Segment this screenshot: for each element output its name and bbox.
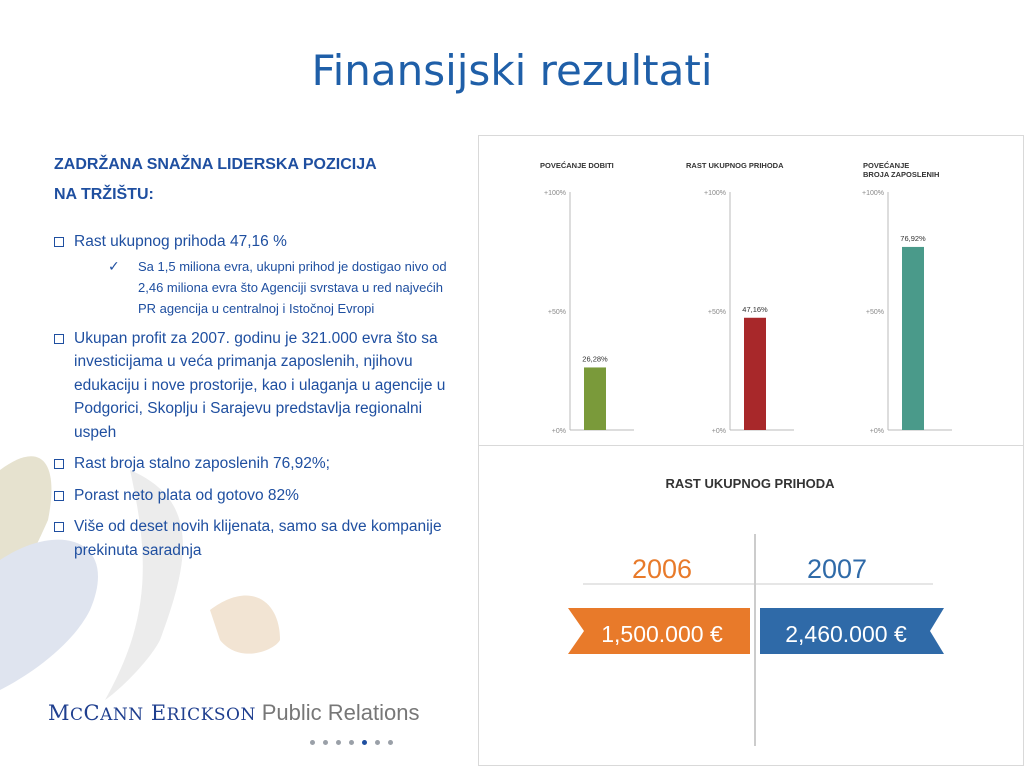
y-tick-label: +0% <box>869 428 884 435</box>
y-tick-label: +0% <box>551 428 566 435</box>
swoosh-peach <box>210 596 280 654</box>
swoosh-blue <box>0 540 98 690</box>
y-tick-label: +100% <box>544 190 566 197</box>
chart-title: RAST UKUPNOG PRIHODA <box>686 161 784 170</box>
bar-value-label: 26,28% <box>582 354 608 364</box>
progress-dot <box>310 740 315 745</box>
chart-title: POVEĆANJE DOBITI <box>540 161 614 170</box>
chart-title: POVEĆANJE <box>863 161 910 170</box>
bar <box>902 247 924 430</box>
year-2006-label: 2006 <box>631 554 693 584</box>
value-2007-label: 2,460.000 € <box>785 621 907 647</box>
sub-bullet <box>54 256 464 319</box>
value-2006-label: 1,500.000 € <box>601 621 723 647</box>
sub-bullet-text: Sa 1,5 miliona evra, ukupni prihod je dostigao nivo od 2,46 miliona evra što Agenciji svrstava u red najvećih PR agencija u centralnoj i Istočnoj Evropi <box>138 258 447 316</box>
bullet-salaries <box>54 484 464 508</box>
bar <box>744 318 766 430</box>
page-title: Finansijski rezultati <box>311 46 713 95</box>
y-tick-label: +50% <box>707 309 726 316</box>
progress-dot <box>323 740 328 745</box>
bar <box>584 367 606 430</box>
checkmark-icon: ✓ <box>108 257 120 274</box>
bullet-clients <box>54 515 464 562</box>
progress-dot <box>336 740 341 745</box>
checkbox-bullet-icon <box>54 237 64 247</box>
progress-dot <box>362 740 367 745</box>
slide-progress-dots <box>310 732 401 750</box>
section-heading-line2: NA TRŽIŠTU: <box>54 186 154 203</box>
bar-charts <box>478 135 1024 445</box>
logo-mccann: MCCANN ERICKSON <box>48 701 256 725</box>
checkbox-bullet-icon <box>54 491 64 501</box>
progress-dot <box>349 740 354 745</box>
content-column <box>54 150 464 562</box>
bullet-revenue <box>54 230 464 254</box>
y-tick-label: +50% <box>547 309 566 316</box>
bar-value-label: 76,92% <box>900 233 926 243</box>
bullet-text: Porast neto plata od gotovo 82% <box>74 486 299 504</box>
bullet-employees <box>54 452 464 476</box>
bar-value-label: 47,16% <box>742 304 768 314</box>
chart-title: BROJA ZAPOSLENIH <box>863 170 940 179</box>
checkbox-bullet-icon <box>54 334 64 344</box>
logo-public-relations: Public Relations <box>261 700 420 725</box>
bullet-text: Rast ukupnog prihoda 47,16 % <box>74 233 287 250</box>
revenue-title: RAST UKUPNOG PRIHODA <box>665 476 835 491</box>
checkbox-bullet-icon <box>54 522 64 532</box>
company-logo <box>48 700 419 726</box>
bullet-text: Više od deset novih klijenata, samo sa dve kompanije prekinuta saradnja <box>74 518 442 559</box>
checkbox-bullet-icon <box>54 459 64 469</box>
year-2007-label: 2007 <box>806 554 868 584</box>
bullet-text: Ukupan profit za 2007. godinu je 321.000 evra što sa investicijama u veća primanja zaposlenih, njihovu edukaciju i nove prostorije, kao i ulaganja u agencije u Podgorici, Skoplju i Sarajevu predstavlja regionalni uspeh <box>74 329 446 441</box>
bullet-text: Rast broja stalno zaposlenih 76,92%; <box>74 455 330 472</box>
revenue-comparison-graphic <box>478 446 1024 766</box>
progress-dot <box>375 740 380 745</box>
y-tick-label: +50% <box>865 309 884 316</box>
y-tick-label: +100% <box>862 190 884 197</box>
y-tick-label: +100% <box>704 190 726 197</box>
section-heading-line1: ZADRŽANA SNAŽNA LIDERSKA POZICIJA <box>54 156 377 173</box>
progress-dot <box>388 740 393 745</box>
bullet-profit <box>54 327 464 445</box>
y-tick-label: +0% <box>711 428 726 435</box>
